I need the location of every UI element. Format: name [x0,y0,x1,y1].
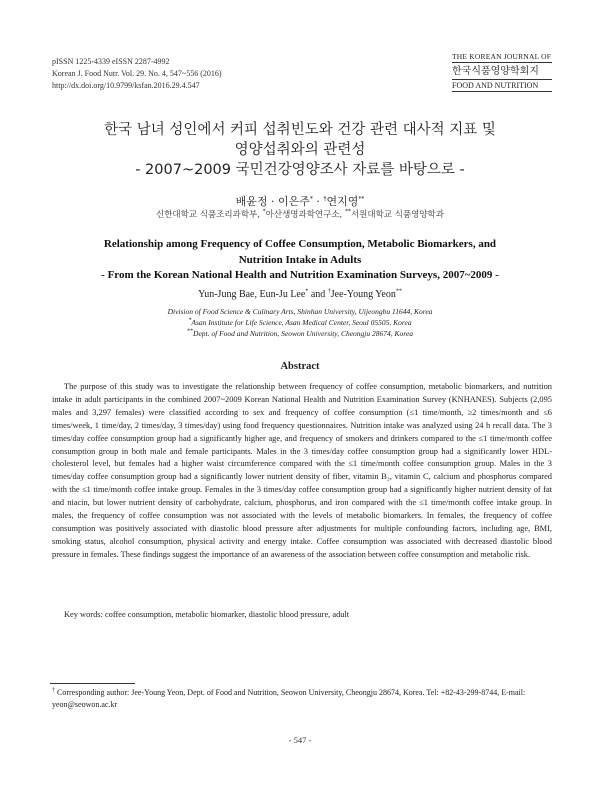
author-name: 이은주 [278,195,310,208]
journal-name-en-bottom: FOOD AND NUTRITION [452,79,552,92]
english-affiliations: Division of Food Science & Culinary Arts, Shinhan University, Uijeongbu 11644, Korea *Asan Institute for Life Science, Asan Medical Center, Seoul 05505, Korea **Dept. of Food and Nutrition, Seowon University, Cheongju 28674, Korea [167,307,433,338]
korean-subtitle: - 2007~2009 국민건강영양조사 자료를 바탕으로 - [135,162,465,178]
keywords: Key words: coffee consumption, metabolic biomarker, diastolic blood pressure, adult [64,610,350,619]
journal-logo [452,52,552,92]
english-authors: Yun-Jung Bae, Eun-Ju Lee* and †Jee-Young Yeon** [198,288,402,300]
korean-title-line: 한국 남녀 성인에서 커피 섭취빈도와 건강 관련 대사적 지표 및 [104,122,496,138]
abstract-body: The purpose of this study was to investigate the relationship between frequency of coffee consumption, metabolic biomarkers, and nutrition intake in adult participants in the combined 2007~2009 Korean National Health and Nutrition Examination Survey (KNHANES). Subjects (2,095 males and 3,297 females) were classified according to sex and frequency of coffee consumption (≤1 time/month, ≥2 times/month and ≤6 times/week, 1 time/day, 2 times/day, 3 times/day) using food frequency questionnaires. Nutrition intake was analyzed using 24 h recall data. The 3 times/day coffee consumption group had a significantly higher age, and frequency of smokers and drinkers compared to the ≤1 time/month coffee consumption group in both male and female participants. Males in the 3 times/day coffee consumption group had a significantly lower HDL-cholesterol level, but females had a higher waist circumference compared with the ≤1 time/month coffee consumption group. Males in the 3 times/day coffee consumption group had a significantly lower nutrient density of fiber, vitamin B₂, vitamin C, calcium and phosphorus compared with the ≤1 time/month coffee intake group. Females in the 3 times/day coffee consumption group had a significantly higher nutrient density of fat and niacin, but lower nutrient density of carbohydrate, calcium, phosphorus, and iron compared with the ≤1 time/month coffee intake group. In males, the frequency of coffee consumption was not associated with the levels of metabolic biomarkers. In females, the frequency of coffee consumption was positively associated with diastolic blood pressure after adjustments for multiple confounding factors, including age, BMI, smoking status, alcohol consumption, physical activity and energy intake. Coffee consumption was associated with decreased diastolic blood pressure in females. These findings suggest the importance of an awareness of the association between coffee consumption and metabolic risk. [52,382,552,559]
english-subtitle: - From the Korean National Health and Nutrition Examination Surveys, 2007~2009 - [101,269,499,281]
footnote-divider [50,683,135,684]
english-title: Relationship among Frequency of Coffee Consumption, Metabolic Biomarkers, and Nutrition Intake in Adults - From the Korean National Health and Nutrition Examination Surveys, 2007~2009 - [40,237,560,284]
korean-title-line: 영양섭취와의 관련성 [234,142,366,158]
author-name: 배윤정 [235,195,268,208]
page-number: - 547 - [288,735,312,745]
korean-title [40,120,560,180]
corresponding-author-footnote: † Corresponding author: Jee-Young Yeon, Dept. of Food and Nutrition, Seowon University, Cheongju 28674, Korea. Tel: +82-43-299-8744, E-mail: yeon@seowon.ac.kr [52,687,526,709]
doi-link[interactable]: http://dx.doi.org/10.9799/ksfan.2016.29.4.547 [52,81,200,90]
korean-affiliations: 신한대학교 식품조리과학부, *아산생명과학연구소, **서원대학교 식품영양학과 [156,208,444,220]
abstract-heading: Abstract [280,361,320,372]
journal-name-ko: 한국식품영양학회지 [452,66,539,77]
korean-authors: 배윤정 · 이은주* · †연지영** [235,195,365,208]
citation-line: Korean J. Food Nutr. Vol. 29. No. 4, 547~556 (2016) [52,69,222,78]
journal-name-en-top: THE KOREAN JOURNAL OF [452,52,552,61]
issn-line: pISSN 1225-4339 eISSN 2287-4992 [52,57,170,66]
publication-meta [52,56,222,92]
author-name: 연지영 [326,195,359,208]
